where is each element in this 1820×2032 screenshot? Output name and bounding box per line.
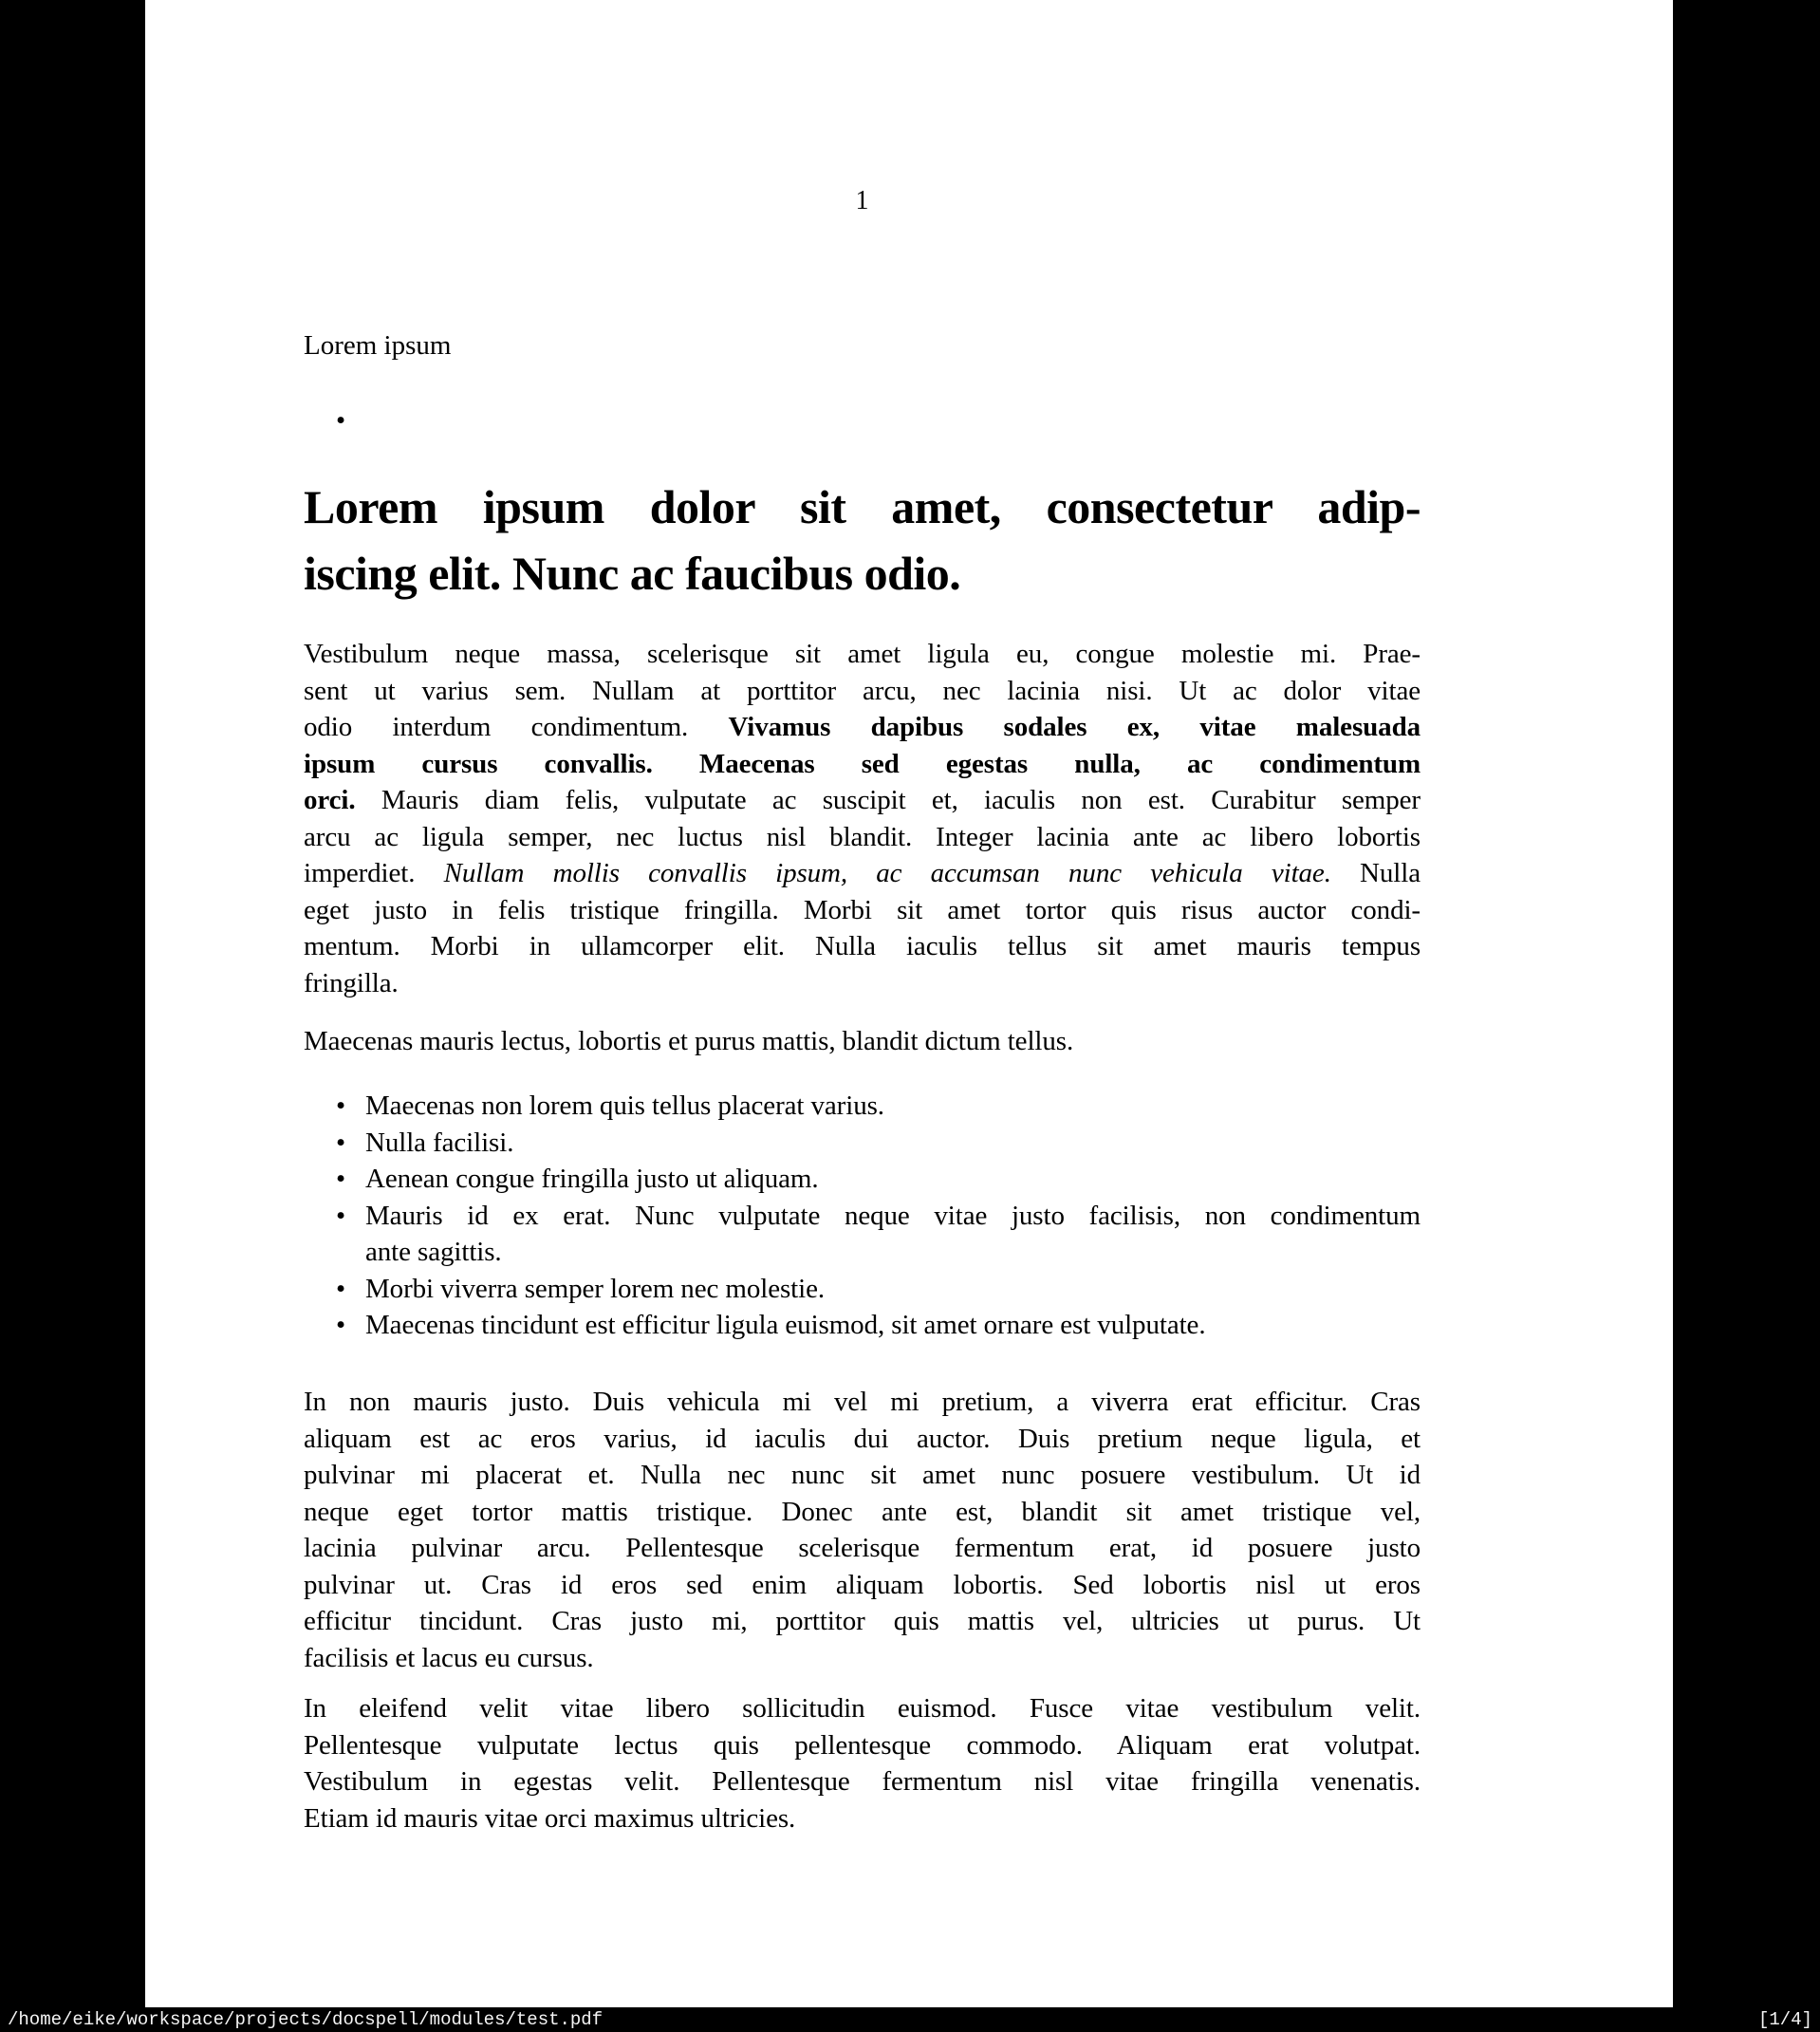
- bullet-icon: •: [336, 1310, 346, 1340]
- text-line: In eleifend velit vitae libero sollicitudin euismod. Fusce vitae vestibulum velit.: [304, 1693, 1421, 1724]
- text-line: pulvinar ut. Cras id eros sed enim aliquam lobortis. Sed lobortis nisl ut eros: [304, 1569, 1421, 1600]
- empty-bullet-item: [304, 402, 1421, 439]
- text-line: pulvinar mi placerat et. Nulla nec nunc sit amet nunc posuere vestibulum. Ut id: [304, 1460, 1421, 1490]
- list-item: [304, 1198, 1421, 1271]
- paragraph-4: [304, 1690, 1421, 1836]
- text-line: Morbi viverra semper lorem nec molestie.: [365, 1273, 826, 1304]
- text-line: mentum. Morbi in ullamcorper elit. Nulla iaculis tellus sit amet mauris tempus: [304, 931, 1421, 961]
- page-indicator: [1/4]: [1757, 2009, 1812, 2030]
- text-line: aliquam est ac eros varius, id iaculis dui auctor. Duis pretium neque ligula, et: [304, 1423, 1421, 1454]
- paragraph-1: [304, 636, 1421, 1001]
- text-line: Maecenas non lorem quis tellus placerat varius.: [365, 1091, 884, 1121]
- text-line: orci. Mauris diam felis, vulputate ac suscipit et, iaculis non est. Curabitur semper: [304, 785, 1421, 815]
- text-line: sent ut varius sem. Nullam at porttitor arcu, nec lacinia nisi. Ut ac dolor vitae: [304, 675, 1421, 706]
- text-line: ipsum cursus convallis. Maecenas sed egestas nulla, ac condimentum: [304, 748, 1421, 779]
- paragraph-2: [304, 1023, 1421, 1060]
- bullet-icon: •: [336, 1164, 346, 1194]
- doc-label: Lorem ipsum: [304, 330, 452, 361]
- text-line: facilisis et lacus eu cursus.: [304, 1642, 594, 1673]
- text-line: In non mauris justo. Duis vehicula mi vel mi pretium, a viverra erat efficitur. Cras: [304, 1387, 1421, 1417]
- bullet-icon: •: [336, 1273, 346, 1304]
- text-line: Vestibulum neque massa, scelerisque sit amet ligula eu, congue molestie mi. Prae-: [304, 639, 1421, 669]
- text-line: lacinia pulvinar arcu. Pellentesque scelerisque fermentum erat, id posuere justo: [304, 1533, 1421, 1563]
- text-line: Pellentesque vulputate lectus quis pellentesque commodo. Aliquam erat volutpat.: [304, 1729, 1421, 1761]
- bullet-list: [304, 1088, 1421, 1344]
- heading-line: iscing elit. Nunc ac faucibus odio.: [304, 547, 961, 600]
- text-line: Etiam id mauris vitae orci maximus ultricies.: [304, 1802, 796, 1834]
- list-item: [304, 1161, 1421, 1198]
- text-line: Mauris id ex erat. Nunc vulputate neque vitae justo facilisis, non condimentum: [365, 1200, 1421, 1231]
- text-line: Maecenas tincidunt est efficitur ligula euismod, sit amet ornare est vulputate.: [365, 1310, 1206, 1340]
- list-item: [304, 1307, 1421, 1344]
- text-line: Nulla facilisi.: [365, 1127, 514, 1158]
- list-item: [304, 1125, 1421, 1162]
- text-line: imperdiet. Nullam mollis convallis ipsum, ac accumsan nunc vehicula vitae. Nulla: [304, 858, 1421, 888]
- list-item: [304, 1088, 1421, 1125]
- page-number: 1: [855, 186, 869, 215]
- text-line: Vestibulum in egestas velit. Pellentesque fermentum nisl vitae fringilla venenatis.: [304, 1766, 1421, 1797]
- text-line: neque eget tortor mattis tristique. Donec ante est, blandit sit amet tristique vel,: [304, 1496, 1421, 1527]
- text-line: Maecenas mauris lectus, lobortis et purus mattis, blandit dictum tellus.: [304, 1026, 1074, 1056]
- text-line: arcu ac ligula semper, nec luctus nisl blandit. Integer lacinia ante ac libero lobortis: [304, 821, 1421, 852]
- pdf-page[interactable]: [145, 0, 1673, 2007]
- paragraph-3: [304, 1384, 1421, 1676]
- file-path: /home/eike/workspace/projects/docspell/modules/test.pdf: [8, 2009, 604, 2030]
- status-bar: [0, 2007, 1820, 2032]
- text-line: ante sagittis.: [365, 1237, 502, 1267]
- bullet-icon: •: [336, 405, 346, 436]
- text-line: odio interdum condimentum. Vivamus dapibus sodales ex, vitae malesuada: [304, 712, 1421, 742]
- doc-heading: [304, 474, 1421, 606]
- text-line: fringilla.: [304, 967, 399, 998]
- bullet-icon: •: [336, 1091, 346, 1121]
- list-item: [304, 1271, 1421, 1308]
- text-line: eget justo in felis tristique fringilla. Morbi sit amet tortor quis risus auctor condi-: [304, 894, 1421, 925]
- heading-line: Lorem ipsum dolor sit amet, consectetur adip-: [304, 480, 1421, 533]
- text-line: efficitur tincidunt. Cras justo mi, porttitor quis mattis vel, ultricies ut purus. Ut: [304, 1606, 1421, 1636]
- text-line: Aenean congue fringilla justo ut aliquam.: [365, 1164, 819, 1194]
- bullet-icon: •: [336, 1127, 346, 1158]
- bullet-icon: •: [336, 1200, 346, 1231]
